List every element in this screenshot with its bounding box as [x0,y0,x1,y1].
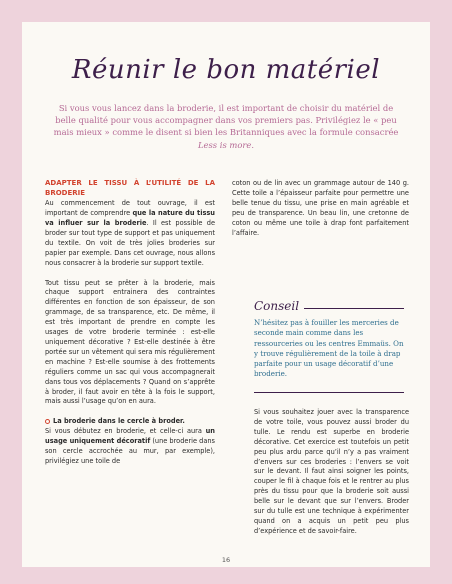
conseil-divider [304,308,404,309]
subsection [45,417,215,467]
p1-text-a: Au commencement de tout ouvrage, il est important de comprendre [45,199,215,218]
p1-text-c: . Il est possible de broder sur tout type de support et pas uniquement du textile. On voit de très jolies broderies sur papier par exemple. Dans cet ouvrage, nous allons nous consacrer à la broderie sur support textile. [45,219,215,267]
p3-bold: un usage uniquement décoratif [45,427,215,446]
subsection-title: La broderie dans le cercle à broder. [53,417,185,426]
right-column-top [232,179,409,248]
paragraph-tulle: Si vous souhaitez jouer avec la transparence de votre toile, vous pouvez aussi broder du tulle. Le rendu est superbe en broderie décorative. Cet exercice est toutefois un petit peu plus ardu parce qu’il n’y a pas vraiment d’envers sur ces broderies : l’envers se voit sur le devant. Il faut ainsi soigner les points, couper le fil à chaque fois et le rentrer au plus près du tissu pour que la broderie soit aussi belle sur le devant que sur l’envers. Broder sur du tulle est une technique à expérimenter quand on a acquis un petit peu plus d’expérience et de savoir-faire. [254,408,409,535]
circle-bullet-icon [45,419,50,424]
paragraph-1 [45,199,215,268]
conseil-label: Conseil [254,299,300,313]
paragraph-continued: coton ou de lin avec un grammage autour de 140 g. Cette toile a l’épaisseur parfaite pour permettre une belle tenue du tissu, une prise en main agréable et peu de transparence. Un beau lin, une cretonne de coton ou même une toile à drap font parfaitement l’affaire. [232,179,409,237]
paragraph-2: Tout tissu peut se prêter à la broderie, mais chaque support entrainera des contraintes différentes en fonction de son épaisseur, de son grammage, de sa transparence, etc. De même, il est très important de prendre en compte les usages de votre broderie terminée : est-elle uniquement décorative ? Est-elle destinée à être portée sur un vêtement qui sera mis régulièrement en machine ? Est-elle soumise à des frottements réguliers comme un sac qui vous accompagnerait dans tous vos déplacements ? Quand on s’apprête à broder, il faut avoir en tête à la fois le support, mais aussi l’usage qu’on en aura. [45,278,215,406]
conseil-header [254,299,404,313]
page [22,22,430,567]
p3-text-c: (une broderie dans son cercle accrochée au mur, par exemple), privilégiez une toile de [45,437,215,465]
conseil-bottom-divider [254,392,404,393]
p1-bold: que la nature du tissu va influer sur la broderie [45,209,215,227]
section-heading: ADAPTER LE TISSU À L’UTILITÉ DE LA BRODERIE [45,179,215,197]
left-column [45,179,215,477]
p3-text-a: Si vous débutez en broderie, et celle-ci aura [45,427,206,436]
intro-italic: Less is more [197,139,252,150]
page-title: Réunir le bon matériel [71,55,381,85]
intro-end: . [251,139,255,150]
right-column-bottom [254,408,409,547]
page-number: 16 [221,556,231,564]
conseil-text: N’hésitez pas à fouiller les merceries de seconde main comme dans les ressourceries ou les centres Emmaüs. On y trouve régulièrement de la toile à drap parfaite pour un usage décoratif d’une broderie. [254,318,404,379]
intro-paragraph [50,102,402,151]
conseil-box [254,299,404,380]
intro-text: Si vous vous lancez dans la broderie, il est important de choisir du matériel de belle qualité pour vous accompagner dans vos premiers pas. Privilégiez le « peu mais mieux » comme le disent si bien les Britanniques avec la formule consacrée [53,103,399,138]
